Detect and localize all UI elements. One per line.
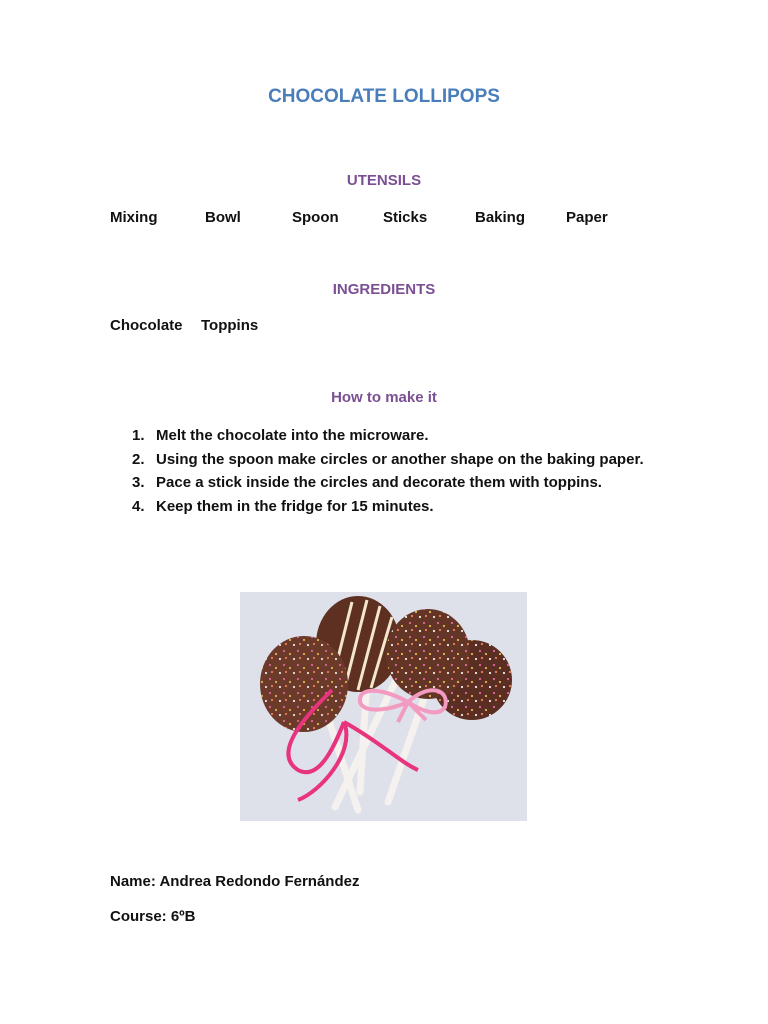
utensil-item: Baking <box>475 209 526 226</box>
step-item <box>110 448 650 472</box>
course-label: Course: 6ºB <box>110 908 196 925</box>
step-item <box>110 471 650 495</box>
ingredient-item: Chocolate <box>110 317 183 334</box>
steps-list <box>110 424 650 518</box>
utensil-item: Paper <box>566 209 608 226</box>
page-title: CHOCOLATE LOLLIPOPS <box>268 86 500 107</box>
ingredient-item: Toppins <box>201 317 259 334</box>
step-item <box>110 424 650 448</box>
ingredients-heading: INGREDIENTS <box>332 281 436 298</box>
lollipops-photo <box>240 592 527 821</box>
step-number: 2. <box>132 450 145 468</box>
step-item <box>110 495 650 519</box>
how-to-heading: How to make it <box>331 389 437 406</box>
step-text: Pace a stick inside the circles and decorate them with toppins. <box>156 474 602 491</box>
step-text: Keep them in the fridge for 15 minutes. <box>156 497 434 515</box>
step-text: Melt the chocolate into the microware. <box>156 427 429 444</box>
utensil-item: Spoon <box>292 209 339 226</box>
utensil-item: Sticks <box>383 209 428 226</box>
step-number: 1. <box>132 427 145 444</box>
step-number: 4. <box>132 497 145 515</box>
step-number: 3. <box>132 474 145 491</box>
utensils-heading: UTENSILS <box>346 172 422 189</box>
author-name: Name: Andrea Redondo Fernández <box>110 873 360 890</box>
utensil-item: Mixing <box>110 209 158 226</box>
step-text: Using the spoon make circles or another shape on the baking paper. <box>156 450 644 468</box>
utensil-item: Bowl <box>205 209 241 226</box>
